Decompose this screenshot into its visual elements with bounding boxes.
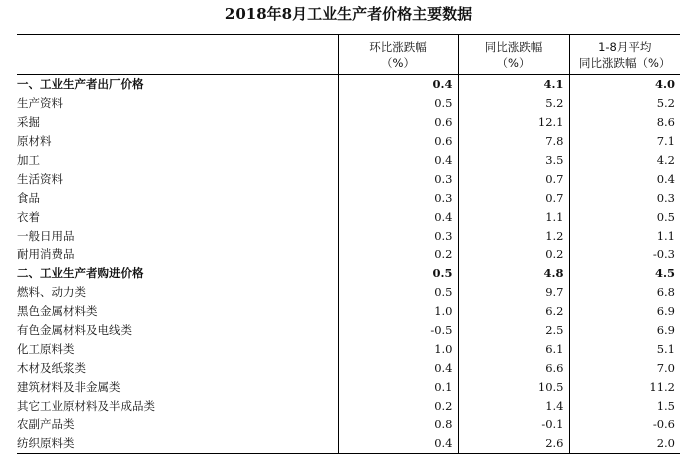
table-row (17, 94, 680, 113)
mom-value: 0.1 (338, 377, 458, 396)
avg-value: 1.1 (569, 226, 680, 245)
table-body (17, 75, 680, 454)
mom-value: 0.4 (338, 75, 458, 94)
header-mom-unit: （%） (381, 55, 415, 70)
mom-value: 0.3 (338, 169, 458, 188)
yoy-value: 1.1 (458, 207, 569, 226)
avg-value: 4.5 (569, 264, 680, 283)
mom-value: 0.8 (338, 415, 458, 434)
mom-value: 1.0 (338, 302, 458, 321)
table-row (17, 358, 680, 377)
table-row (17, 283, 680, 302)
row-label: 衣着 (17, 209, 40, 224)
row-label: 其它工业原材料及半成品类 (17, 398, 155, 413)
row-label: 一、工业生产者出厂价格 (17, 77, 144, 92)
table-row (17, 264, 680, 283)
avg-value: 6.9 (569, 321, 680, 340)
yoy-value: 7.8 (458, 132, 569, 151)
table-row (17, 132, 680, 151)
header-ytd-label: 1-8月平均 (598, 39, 652, 54)
table-row (17, 339, 680, 358)
table-row (17, 302, 680, 321)
header-mom-label: 环比涨跌幅 (369, 39, 427, 54)
table-row (17, 245, 680, 264)
table-row (17, 434, 680, 453)
avg-value: 0.4 (569, 169, 680, 188)
mom-value: 0.2 (338, 245, 458, 264)
header-yoy-change (458, 35, 569, 75)
mom-value: 0.3 (338, 226, 458, 245)
table-row (17, 415, 680, 434)
avg-value: 8.6 (569, 113, 680, 132)
yoy-value: 2.5 (458, 321, 569, 340)
mom-value: 0.4 (338, 434, 458, 453)
avg-value: 5.2 (569, 94, 680, 113)
yoy-value: 12.1 (458, 113, 569, 132)
yoy-value: 0.7 (458, 188, 569, 207)
table-row (17, 226, 680, 245)
avg-value: 6.9 (569, 302, 680, 321)
table-row (17, 151, 680, 170)
table-row (17, 396, 680, 415)
header-blank-cell (17, 35, 338, 75)
table-row (17, 75, 680, 94)
yoy-value: 4.8 (458, 264, 569, 283)
price-data-table (17, 34, 680, 454)
mom-value: 0.4 (338, 151, 458, 170)
mom-value: 0.4 (338, 358, 458, 377)
avg-value: -0.6 (569, 415, 680, 434)
header-yoy-unit: （%） (496, 55, 531, 70)
row-label: 耐用消费品 (17, 247, 75, 262)
header-ytd-unit: 同比涨跌幅（%） (579, 55, 671, 70)
mom-value: 1.0 (338, 339, 458, 358)
yoy-value: 5.2 (458, 94, 569, 113)
yoy-value: 1.2 (458, 226, 569, 245)
row-label: 化工原料类 (17, 341, 75, 356)
mom-value: 0.6 (338, 113, 458, 132)
avg-value: 0.5 (569, 207, 680, 226)
yoy-value: 1.4 (458, 396, 569, 415)
row-label: 纺织原料类 (17, 434, 338, 453)
avg-value: 4.0 (569, 75, 680, 94)
avg-value: 0.3 (569, 188, 680, 207)
row-label: 农副产品类 (17, 417, 75, 432)
row-label: 黑色金属材料类 (17, 304, 98, 319)
avg-value: 7.0 (569, 358, 680, 377)
row-label: 燃料、动力类 (17, 285, 86, 300)
yoy-value: 4.1 (458, 75, 569, 94)
table-row (17, 321, 680, 340)
row-label: 加工 (17, 153, 40, 167)
mom-value: 0.5 (338, 94, 458, 113)
row-label: 建筑材料及非金属类 (17, 379, 121, 394)
mom-value: 0.3 (338, 188, 458, 207)
yoy-value: 0.7 (458, 169, 569, 188)
header-ytd-average (569, 35, 680, 75)
table-row (17, 207, 680, 226)
row-label: 原材料 (17, 134, 52, 149)
yoy-value: 2.6 (458, 434, 569, 453)
row-label: 食品 (17, 190, 40, 205)
yoy-value: 6.6 (458, 358, 569, 377)
mom-value: 0.5 (338, 283, 458, 302)
yoy-value: 3.5 (458, 151, 569, 170)
yoy-value: 9.7 (458, 283, 569, 302)
avg-value: 7.1 (569, 132, 680, 151)
row-label: 生活资料 (17, 171, 63, 186)
avg-value: 4.2 (569, 151, 680, 170)
table-header-row (17, 35, 680, 75)
avg-value: 5.1 (569, 339, 680, 358)
row-label: 一般日用品 (17, 228, 75, 243)
mom-value: 0.2 (338, 396, 458, 415)
mom-value: -0.5 (338, 321, 458, 340)
table-row (17, 188, 680, 207)
mom-value: 0.6 (338, 132, 458, 151)
yoy-value: -0.1 (458, 415, 569, 434)
avg-value: 2.0 (569, 434, 680, 453)
header-yoy-label: 同比涨跌幅 (484, 39, 543, 54)
yoy-value: 0.2 (458, 245, 569, 264)
row-label: 二、工业生产者购进价格 (17, 266, 144, 281)
avg-value: -0.3 (569, 245, 680, 264)
header-mom-change (338, 35, 458, 75)
avg-value: 1.5 (569, 396, 680, 415)
row-label: 木材及纸浆类 (17, 360, 86, 375)
yoy-value: 6.1 (458, 339, 569, 358)
row-label: 采掘 (17, 115, 40, 130)
avg-value: 6.8 (569, 283, 680, 302)
table-row (17, 169, 680, 188)
row-label: 生产资料 (17, 96, 63, 111)
row-label: 有色金属材料及电线类 (17, 323, 132, 338)
page-title: 2018年8月工业生产者价格主要数据 (224, 5, 473, 23)
table-row (17, 113, 680, 132)
table-row (17, 377, 680, 396)
yoy-value: 10.5 (458, 377, 569, 396)
mom-value: 0.4 (338, 207, 458, 226)
mom-value: 0.5 (338, 264, 458, 283)
avg-value: 11.2 (569, 377, 680, 396)
yoy-value: 6.2 (458, 302, 569, 321)
